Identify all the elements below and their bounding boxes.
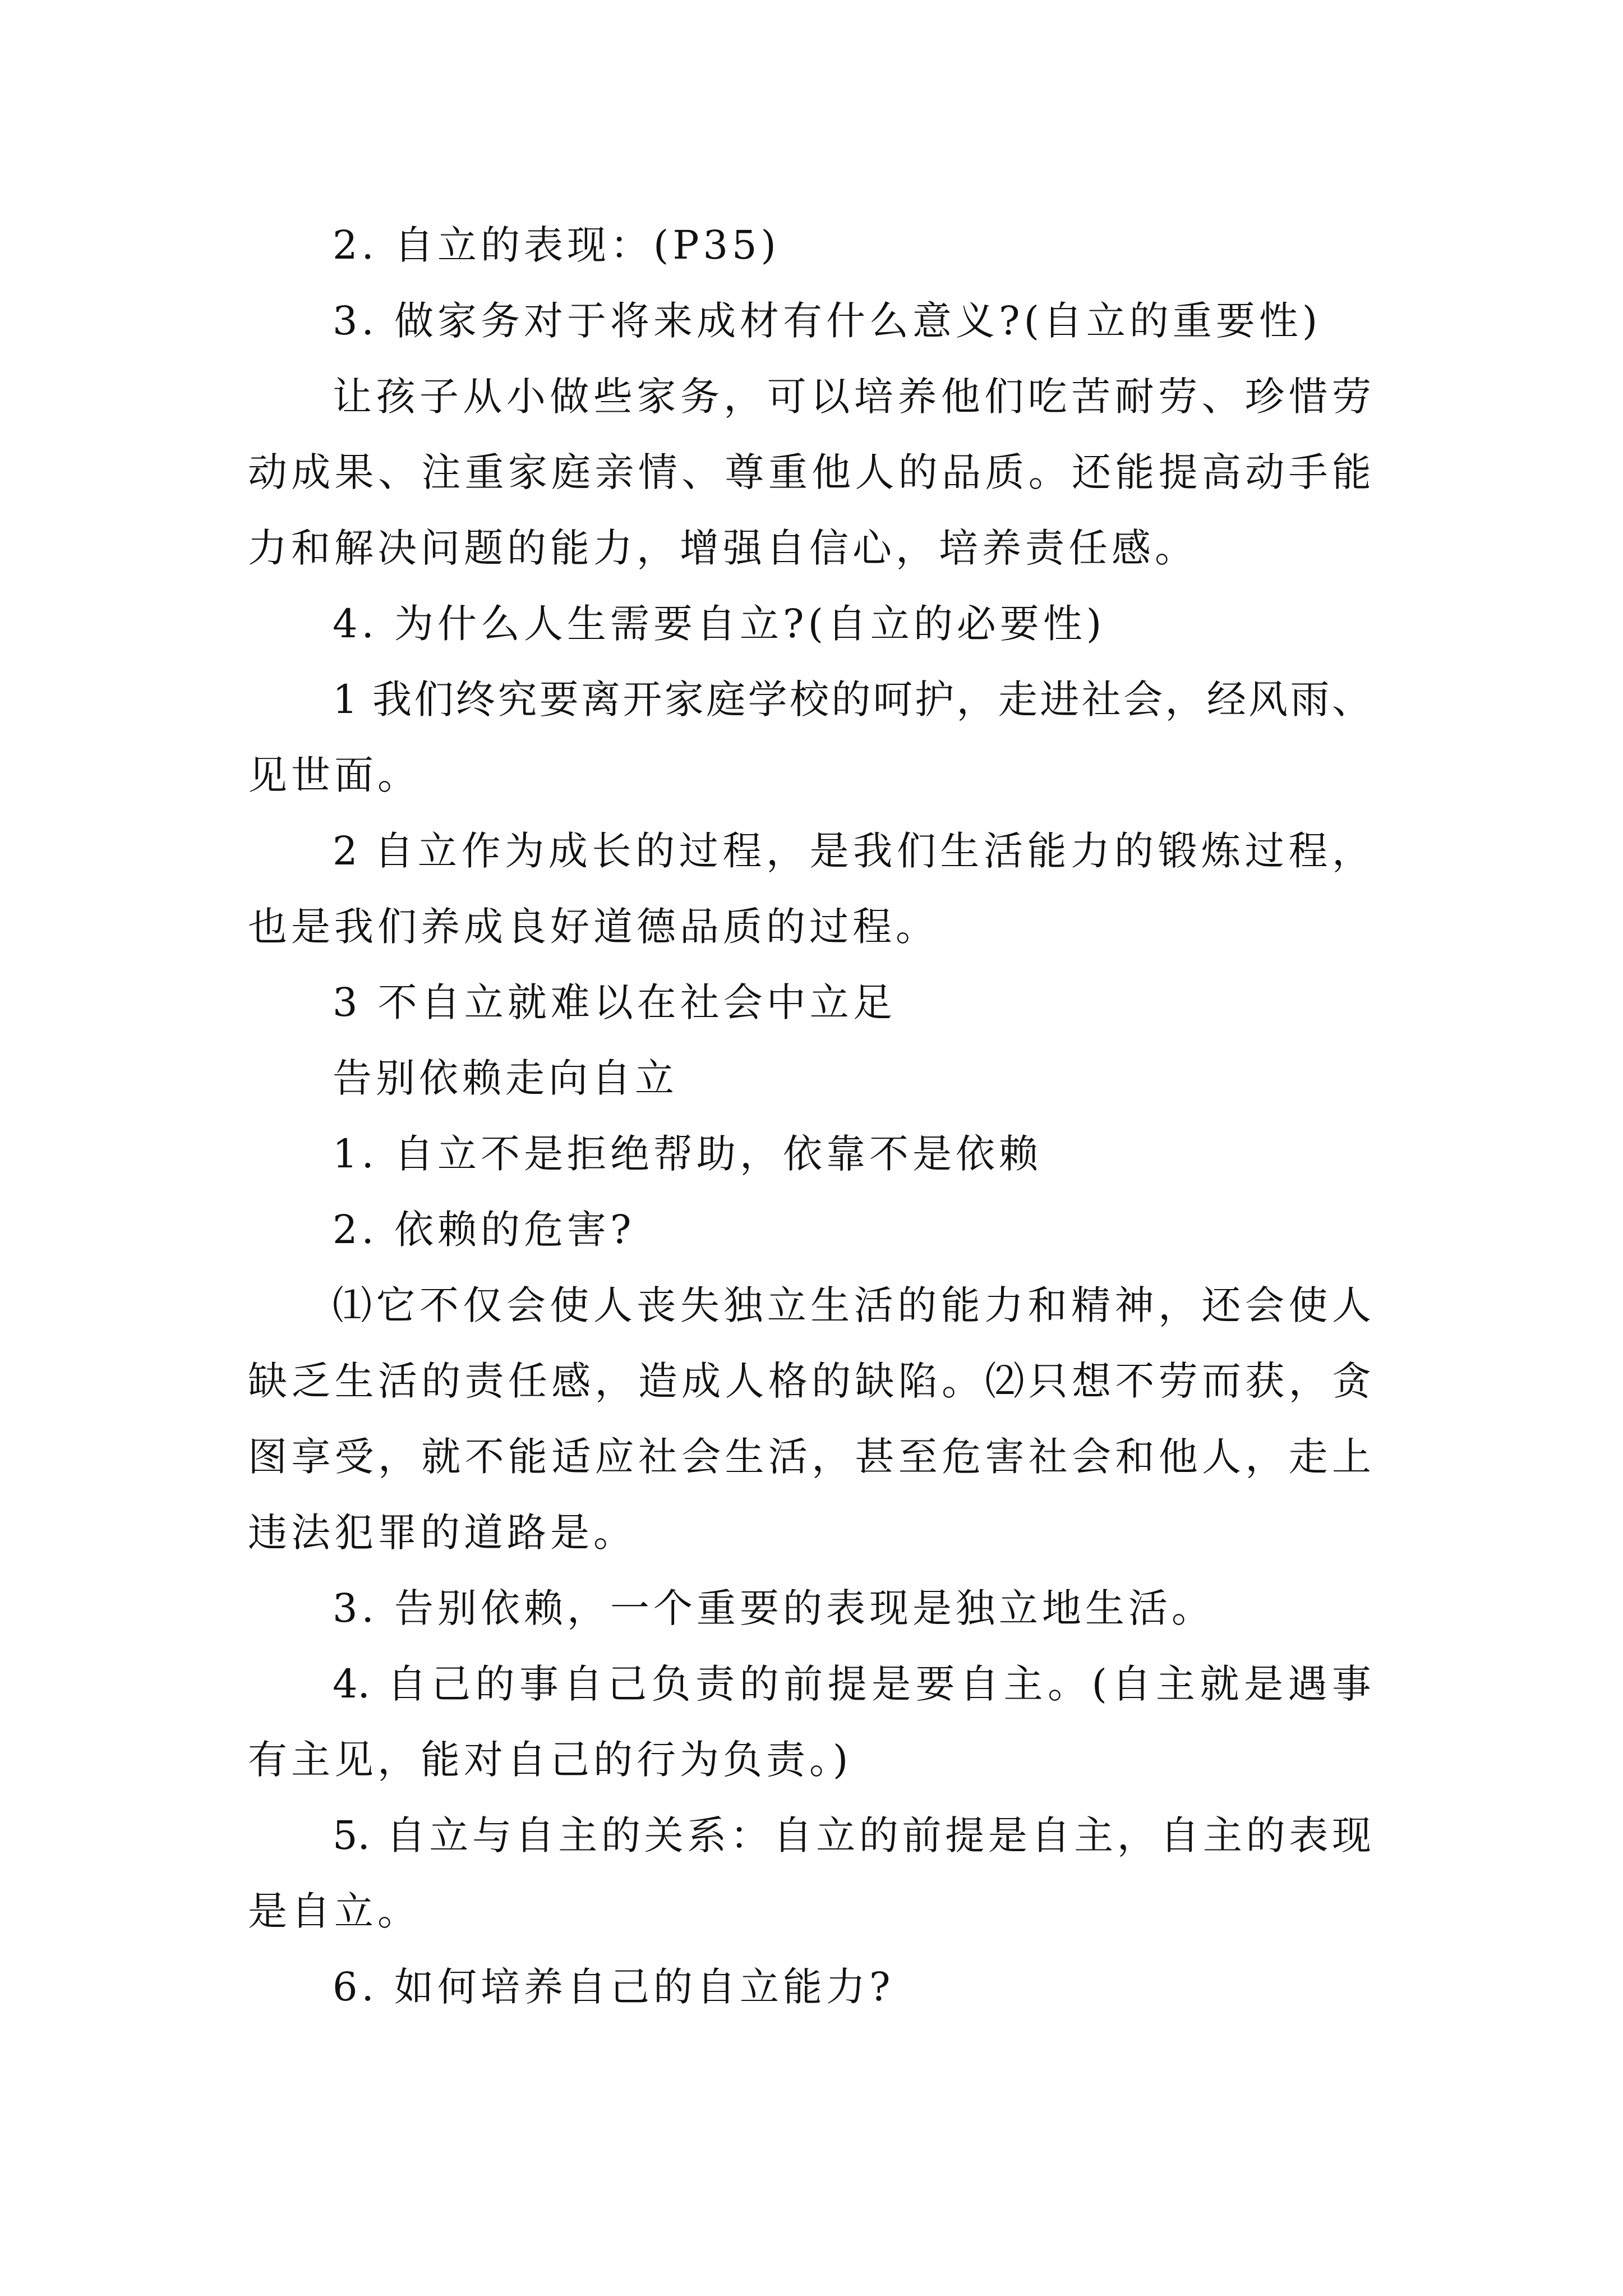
text-line: 4. 为什么人生需要自立?(自立的必要性) xyxy=(333,601,1106,647)
paragraph xyxy=(248,1268,1371,1571)
paragraph xyxy=(248,813,1371,965)
paragraph xyxy=(248,586,1371,662)
text-line: 3 不自立就难以在社会中立足 xyxy=(333,979,896,1025)
paragraph xyxy=(248,283,1371,359)
text-line: 见世面。 xyxy=(248,752,421,798)
text-line: 图享受，就不能适应社会生活，甚至危害社会和他人，走上 xyxy=(248,1434,1371,1480)
paragraph xyxy=(248,965,1371,1041)
paragraph xyxy=(248,359,1371,586)
text-line: 1. 自立不是拒绝帮助，依靠不是依赖 xyxy=(333,1131,1043,1177)
text-line: ⑴它不仅会使人丧失独立生活的能力和精神，还会使人 xyxy=(333,1282,1371,1328)
paragraph xyxy=(248,1116,1371,1192)
text-line: 动成果、注重家庭亲情、尊重他人的品质。还能提高动手能 xyxy=(248,449,1371,495)
text-line: 是自立。 xyxy=(248,1888,421,1934)
text-line: 3. 告别依赖，一个重要的表现是独立地生活。 xyxy=(333,1585,1215,1631)
text-line: 4. 自己的事自己负责的前提是要自主。(自主就是遇事 xyxy=(333,1661,1371,1707)
text-line: 让孩子从小做些家务，可以培养他们吃苦耐劳、珍惜劳 xyxy=(333,374,1371,420)
text-line: 力和解决问题的能力，增强自信心，培养责任感。 xyxy=(248,525,1198,571)
text-line: 2. 依赖的危害? xyxy=(333,1207,635,1253)
paragraph xyxy=(248,1949,1371,2025)
document-body xyxy=(248,208,1371,2025)
paragraph xyxy=(248,1798,1371,1949)
text-line: 有主见，能对自己的行为负责。) xyxy=(248,1737,852,1783)
text-line: 1 我们终究要离开家庭学校的呵护，走进社会，经风雨、 xyxy=(333,677,1371,723)
paragraph xyxy=(248,1192,1371,1268)
text-line: 3. 做家务对于将来成材有什么意义?(自立的重要性) xyxy=(333,298,1322,344)
text-line: 2 自立作为成长的过程，是我们生活能力的锻炼过程， xyxy=(333,828,1371,874)
paragraph xyxy=(248,1571,1371,1646)
text-line: 6. 如何培养自己的自立能力? xyxy=(333,1964,895,2010)
text-line: 2. 自立的表现：(P35) xyxy=(333,222,780,268)
text-line: 5. 自立与自主的关系：自立的前提是自主，自主的表现 xyxy=(333,1812,1371,1858)
paragraph xyxy=(248,1646,1371,1798)
section-heading xyxy=(248,1041,1371,1116)
paragraph xyxy=(248,208,1371,283)
paragraph xyxy=(248,662,1371,813)
text-line: 违法犯罪的道路是。 xyxy=(248,1510,637,1556)
text-line: 也是我们养成良好道德品质的过程。 xyxy=(248,904,939,950)
text-line: 缺乏生活的责任感，造成人格的缺陷。⑵只想不劳而获，贪 xyxy=(248,1358,1371,1404)
text-line: 告别依赖走向自立 xyxy=(333,1055,678,1101)
